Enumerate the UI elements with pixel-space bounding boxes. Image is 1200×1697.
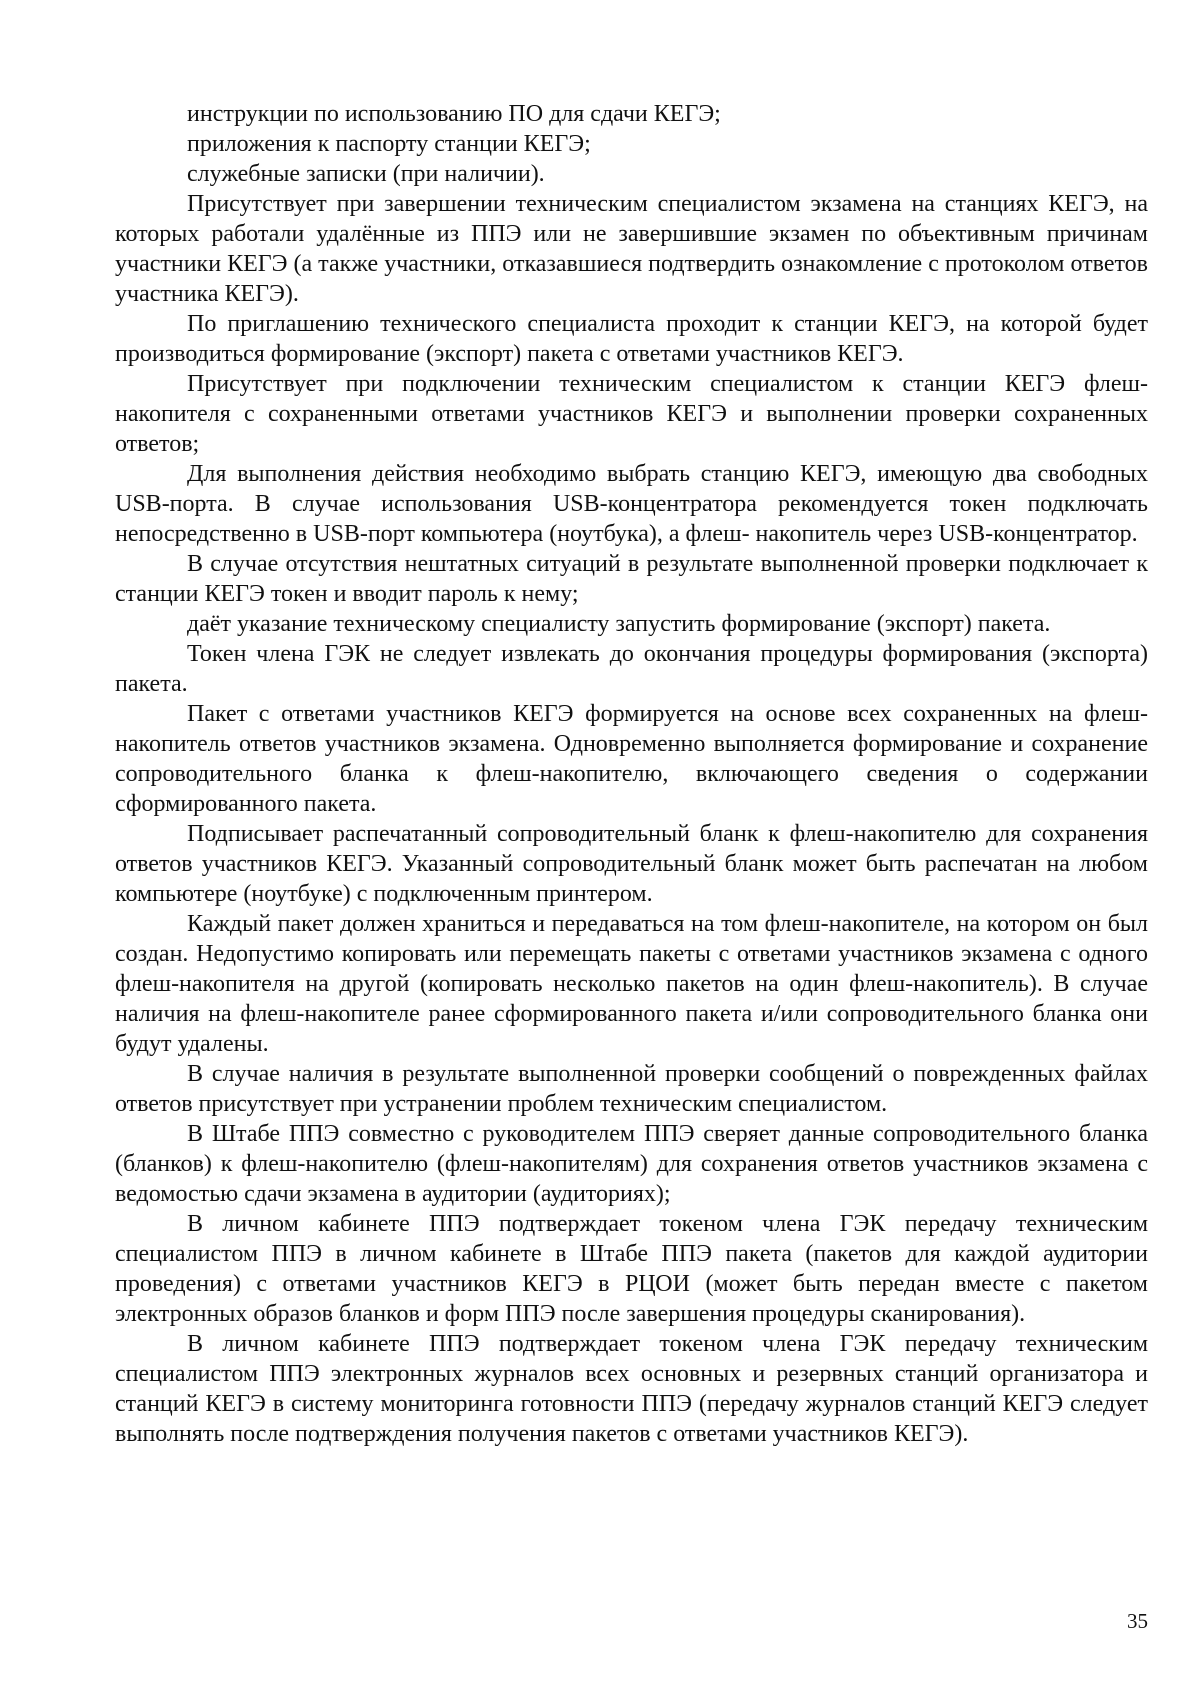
paragraph-15: В Штабе ППЭ совместно с руководителем ППЭ сверяет данные сопроводительного бланка (бланков) к флеш-накопителю (флеш-накопителям) для сохранения ответов участников экзамена с ведомостью сдачи экзамена в аудитории (аудиториях); [115,1121,1148,1207]
paragraph-1: инструкции по использованию ПО для сдачи КЕГЭ; [187,101,721,127]
paragraph-4: Присутствует при завершении техническим специалистом экзамена на станциях КЕГЭ, на которых работали удалённые из ППЭ или не завершившие экзамен по объективным причинам участники КЕГЭ (а также участники, отказавшиеся подтвердить ознакомление с протоколом ответов участника КЕГЭ). [115,191,1148,307]
paragraph-9: даёт указание техническому специалисту запустить формирование (экспорт) пакета. [187,611,1051,637]
paragraph-14: В случае наличия в результате выполненной проверки сообщений о поврежденных файлах ответов присутствует при устранении проблем техническим специалистом. [115,1061,1148,1117]
paragraph-5: По приглашению технического специалиста проходит к станции КЕГЭ, на которой будет производиться формирование (экспорт) пакета с ответами участников КЕГЭ. [115,311,1148,367]
paragraph-13: Каждый пакет должен храниться и передаваться на том флеш-накопителе, на котором он был создан. Недопустимо копировать или перемещать пакеты с ответами участников экзамена с одного флеш-накопителя на другой (копировать несколько пакетов на один флеш-накопитель). В случае наличия на флеш-накопителе ранее сформированного пакета и/или сопроводительного бланка они будут удалены. [115,911,1148,1057]
paragraph-8: В случае отсутствия нештатных ситуаций в результате выполненной проверки подключает к станции КЕГЭ токен и вводит пароль к нему; [115,551,1148,607]
document-body [115,99,1148,1449]
paragraph-6: Присутствует при подключении техническим специалистом к станции КЕГЭ флеш-накопителя с сохраненными ответами участников КЕГЭ и выполнении проверки сохраненных ответов; [115,371,1148,457]
paragraph-10: Токен члена ГЭК не следует извлекать до окончания процедуры формирования (экспорта) пакета. [115,641,1148,697]
page-number: 35 [1127,1609,1148,1633]
paragraph-12: Подписывает распечатанный сопроводительный бланк к флеш-накопителю для сохранения ответов участников КЕГЭ. Указанный сопроводительный бланк может быть распечатан на любом компьютере (ноутбуке) с подключенным принтером. [115,821,1148,907]
paragraph-16: В личном кабинете ППЭ подтверждает токеном члена ГЭК передачу техническим специалистом ППЭ в личном кабинете в Штабе ППЭ пакета (пакетов для каждой аудитории проведения) с ответами участников КЕГЭ в РЦОИ (может быть передан вместе с пакетом электронных образов бланков и форм ППЭ после завершения процедуры сканирования). [115,1211,1148,1327]
paragraph-3: служебные записки (при наличии). [187,161,545,187]
paragraph-7: Для выполнения действия необходимо выбрать станцию КЕГЭ, имеющую два свободных USB-порта. В случае использования USB-концентратора рекомендуется токен подключать непосредственно в USB-порт компьютера (ноутбука), а флеш- накопитель через USB-концентратор. [115,461,1148,547]
paragraph-2: приложения к паспорту станции КЕГЭ; [187,131,591,157]
paragraph-17: В личном кабинете ППЭ подтверждает токеном члена ГЭК передачу техническим специалистом ППЭ электронных журналов всех основных и резервных станций организатора и станций КЕГЭ в систему мониторинга готовности ППЭ (передачу журналов станций КЕГЭ следует выполнять после подтверждения получения пакетов с ответами участников КЕГЭ). [115,1331,1148,1447]
paragraph-11: Пакет с ответами участников КЕГЭ формируется на основе всех сохраненных на флеш-накопитель ответов участников экзамена. Одновременно выполняется формирование и сохранение сопроводительного бланка к флеш-накопителю, включающего сведения о содержании сформированного пакета. [115,701,1148,817]
